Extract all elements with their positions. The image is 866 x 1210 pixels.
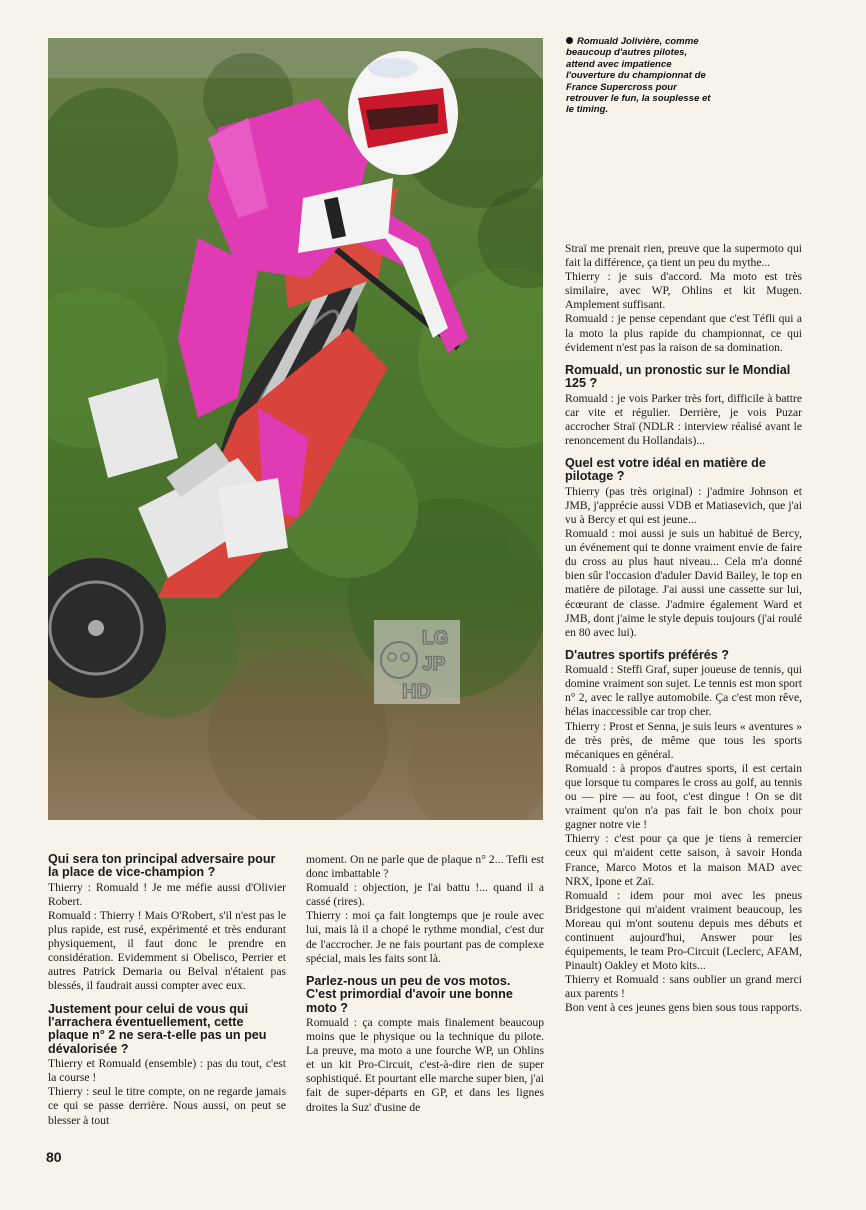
question-heading: Justement pour celui de vous qui l'arrachera éventuellement, cette plaque n° 2 ne sera-t-elle pas un peu dévalorisée ? [48, 1001, 267, 1056]
question-heading: D'autres sportifs préférés ? [565, 647, 729, 662]
answer-paragraph: Romuald : ça compte mais finalement beaucoup moins que le physique ou la technique du pilote. La preuve, ma moto a une fourche WP, un Ohlins et un kit Pro-Circuit, c'est-à-dire rien de super sophistiqué. Et pourtant elle marche super bien, j'ai fait de super-départs en GP, et dans les lignes droites la Suz' d'usine de [306, 1015, 544, 1114]
watermark-line2: JP [422, 654, 446, 675]
answer-paragraph: Thierry (pas très original) : j'admire Johnson et JMB, j'apprécie aussi VDB et Matiasevich, que j'ai vu à Bercy et qui est jeune... [565, 484, 802, 526]
question-heading: Parlez-nous un peu de vos motos. C'est primordial d'avoir une bonne moto ? [306, 973, 513, 1015]
answer-paragraph: Romuald : moi aussi je suis un habitué de Bercy, un événement qui te donne vraiment envie de faire du cross au plus haut niveau... Cela m'a donné bien sûr l'occasion d'aduler David Bailey, le top en matière de pilotage. J'ai aussi une cassette sur lui, écœurant de classe. J'admire également Ward et JMB, dont j'aime le style depuis toujours (j'ai roulé en 80 avec lui). [565, 527, 802, 639]
watermark-line1: LG [422, 628, 449, 649]
caption-text: Romuald Jolivière, comme beaucoup d'autres pilotes, attend avec impatience l'ouverture du championnat de France Supercross pour retrouver le fun, la souplesse et le timing. [566, 36, 711, 116]
answer-paragraph: Thierry : Romuald ! Je me méfie aussi d'Olivier Robert. [48, 880, 286, 908]
text-column-b [306, 853, 544, 1115]
motocross-photo [48, 38, 543, 820]
answer-paragraph: moment. On ne parle que de plaque n° 2... Tefli est donc imbattable ? [306, 853, 544, 881]
answer-paragraph: Thierry : moi ça fait longtemps que je roule avec lui, mais là il a chopé le rythme mondial, c'est dur de l'accrocher. Je ne fais pourtant pas de complexe spécial, mais les faits sont là. [306, 909, 544, 965]
question-heading: Quel est votre idéal en matière de pilotage ? [565, 455, 766, 484]
answer-paragraph: Thierry : je suis d'accord. Ma moto est très similaire, avec WP, Ohlins et kit Mugen. Amplement suffisant. [565, 270, 802, 312]
answer-paragraph: Thierry et Romuald : sans oublier un grand merci aux parents ! [565, 973, 802, 1001]
answer-paragraph: Romuald : objection, je l'ai battu !... quand il a cassé (rires). [306, 881, 544, 909]
answer-paragraph: Romuald : je pense cependant que c'est Téfli qui a la moto la plus rapide du championnat, ce qui évidement n'est pas la raison de sa domination. [565, 312, 802, 354]
answer-paragraph: Romuald : je vois Parker très fort, difficile à battre car vite et régulier. Derrière, je vois Puzar accrocher Straï (NDLR : interview réalisé avant le renoncement du Hollandais)... [565, 391, 802, 447]
answer-paragraph: Straï me prenait rien, preuve que la supermoto qui fait la différence, ça tient un peu du mythe... [565, 242, 802, 270]
bullet-icon [566, 37, 573, 44]
text-column-a [48, 853, 286, 1128]
photo-caption [566, 36, 716, 116]
answer-paragraph: Thierry : seul le titre compte, on ne regarde jamais ce qui se passe derrière. Nous aussi, on peut se blesser à tout [48, 1085, 286, 1127]
answer-paragraph: Thierry : Prost et Senna, je suis leurs « aventures » de très près, de même que tous les sports mécaniques en général. [565, 719, 802, 761]
watermark-logo [374, 620, 460, 704]
page-number: 80 [46, 1149, 62, 1165]
answer-paragraph: Romuald : à propos d'autres sports, il est certain que lorsque tu compares le cross au golf, au tennis ou — pire — au foot, c'est dingue ! On se dit vraiment qu'on n'a pas fait le bon choix pour gagner notre vie ! [565, 761, 802, 832]
answer-paragraph: Bon vent à ces jeunes gens bien sous tous rapports. [565, 1001, 802, 1015]
watermark-line3: HD [402, 681, 431, 703]
answer-paragraph: Romuald : Steffi Graf, super joueuse de tennis, qui domine vraiment son sujet. Le tennis est mon sport n° 2, avec le rallye automobile. Ça c'est mon rêve, hélas inaccessible car trop cher. [565, 663, 802, 719]
answer-paragraph: Thierry : c'est pour ça que je tiens à remercier ceux qui m'aident cette saison, à savoir Honda France, Marco Motos et la maison MAD avec NRX, Ipone et Zaï. [565, 832, 802, 888]
question-heading: Qui sera ton principal adversaire pour la place de vice-champion ? [48, 852, 276, 880]
rider-jump-illustration [48, 38, 543, 820]
answer-paragraph: Romuald : idem pour moi avec les pneus Bridgestone qui m'aident vraiment beaucoup, les Moreau qui m'ont soutenu depuis mes débuts et continuent aujourd'hui, Answer pour les équipements, le team Pro-Circuit (Leclerc, AFAM, Pinault) Oakley et Moto kits... [565, 888, 802, 973]
answer-paragraph: Thierry et Romuald (ensemble) : pas du tout, c'est la course ! [48, 1057, 286, 1085]
answer-paragraph: Romuald : Thierry ! Mais O'Robert, s'il n'est pas le plus rapide, est rusé, expérimenté et très endurant physiquement, il faut donc le prendre en considération. Evidemment si Obelisco, Perrier et autres Patrick Demaria ou Belval n'étaient pas blessés, il faudrait aussi compter avec eux. [48, 909, 286, 993]
text-column-c [565, 242, 802, 1016]
face-icon [381, 642, 417, 678]
question-heading: Romuald, un pronostic sur le Mondial 125 ? [565, 362, 791, 391]
